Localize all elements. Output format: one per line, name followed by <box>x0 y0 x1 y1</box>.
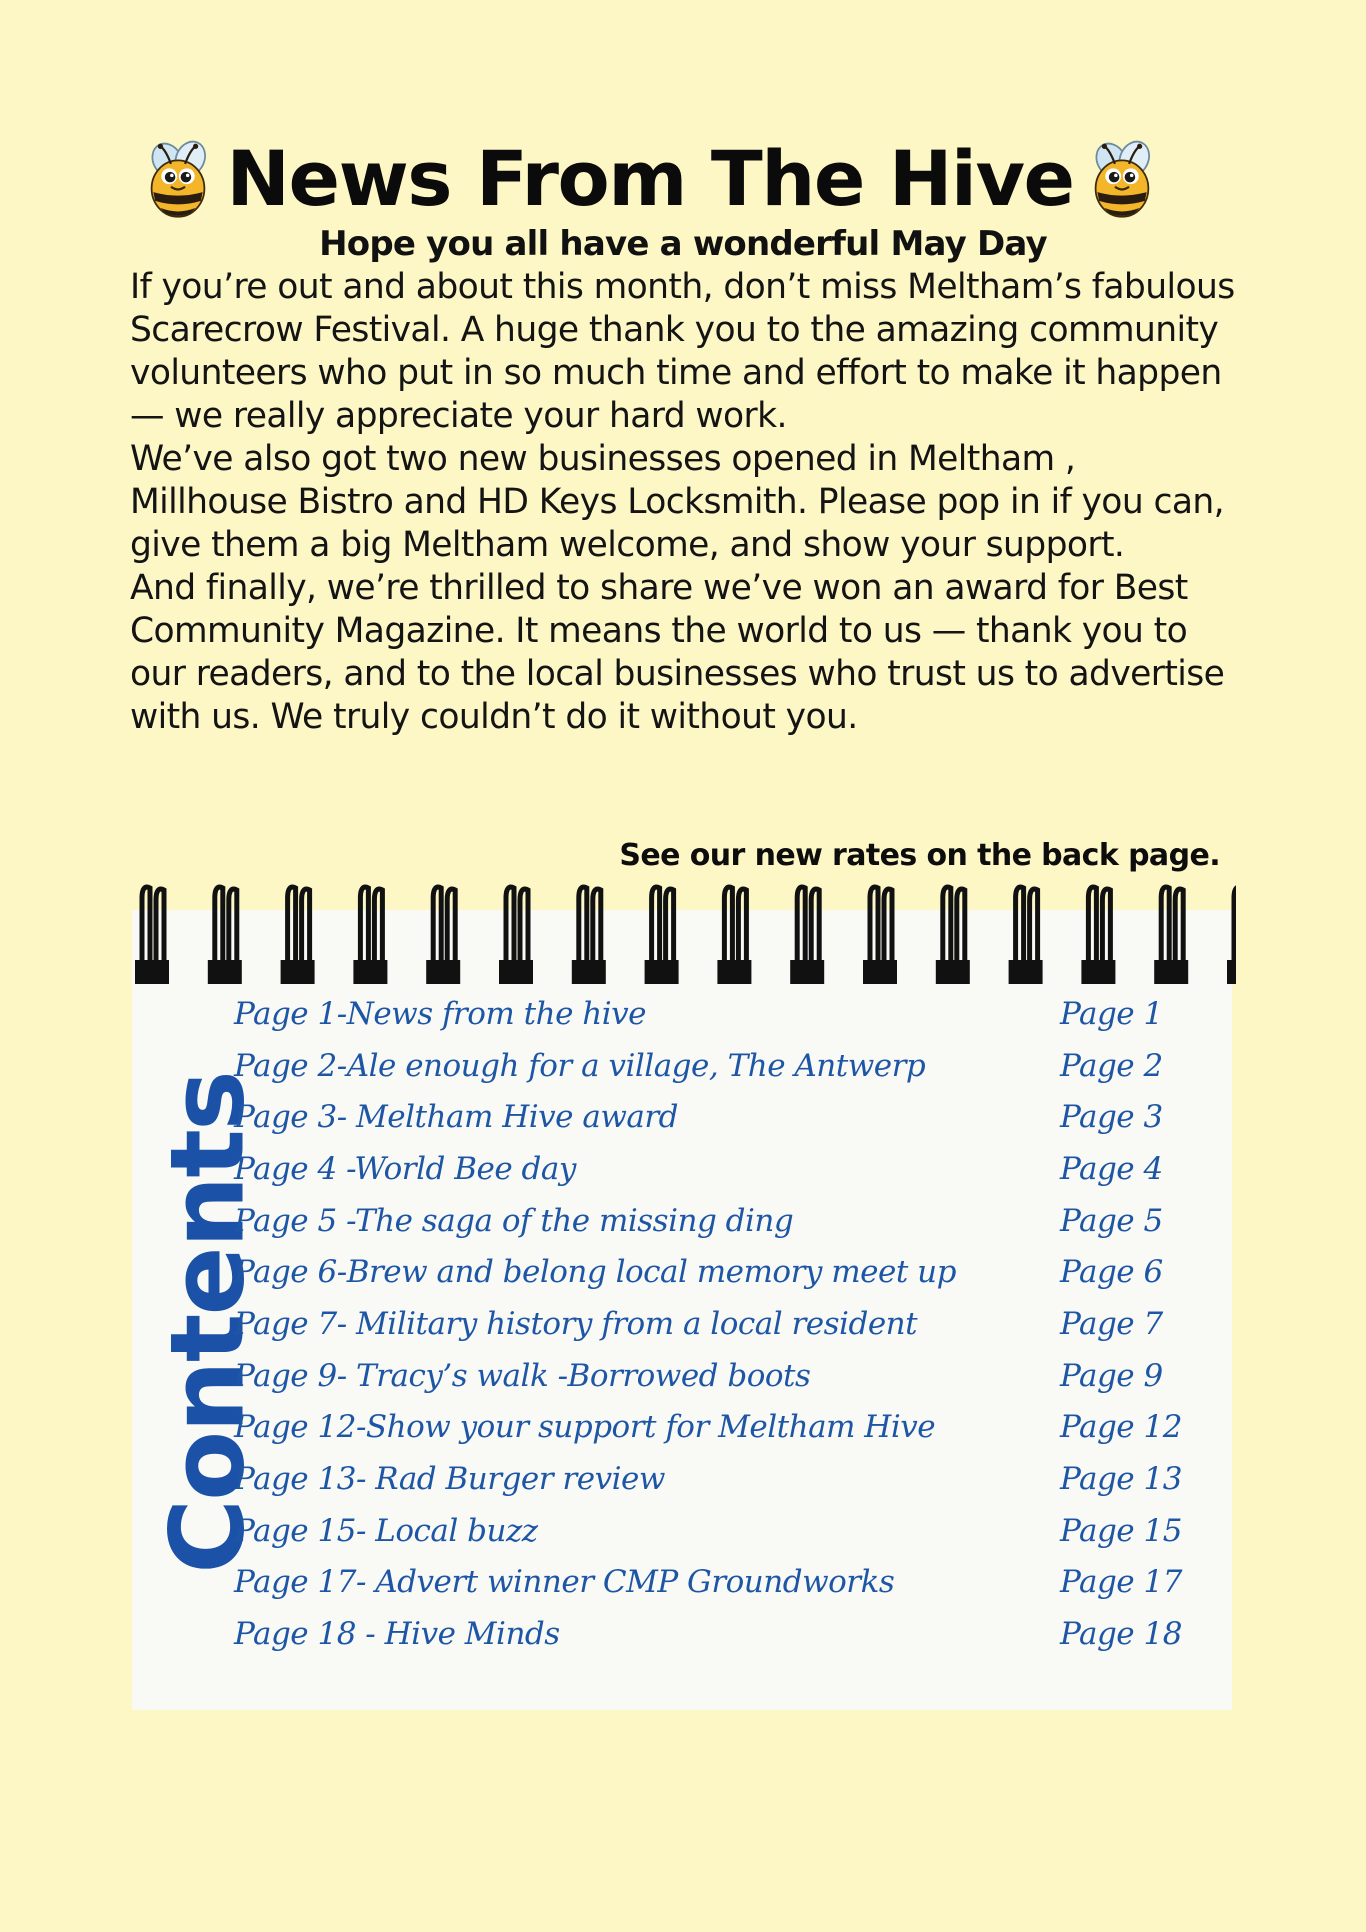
contents-item-title: Page 7- Military history from a local resident <box>234 1305 918 1342</box>
contents-item <box>232 988 1222 1040</box>
bee-icon <box>134 134 222 222</box>
spiral-binding <box>130 880 1236 984</box>
contents-item-page: Page 18 <box>1060 1616 1182 1653</box>
binding-ring <box>1227 887 1236 984</box>
contents-item <box>232 1505 1222 1557</box>
bee-icon <box>1078 134 1166 222</box>
contents-item <box>232 1350 1222 1402</box>
contents-item <box>232 1402 1222 1454</box>
contents-list <box>232 988 1222 1660</box>
contents-item-page: Page 7 <box>1060 1305 1163 1342</box>
binding-ring <box>936 887 970 984</box>
intro-text <box>130 266 1240 739</box>
binding-ring <box>863 887 897 984</box>
contents-item-title: Page 18 - Hive Minds <box>234 1616 560 1653</box>
contents-item-title: Page 13- Rad Burger review <box>234 1461 665 1498</box>
contents-item-title: Page 17- Advert winner CMP Groundworks <box>234 1564 895 1601</box>
rates-note: See our new rates on the back page. <box>619 838 1220 873</box>
binding-ring <box>281 887 315 984</box>
binding-ring <box>790 887 824 984</box>
binding-ring <box>499 887 533 984</box>
intro-paragraph: We’ve also got two new businesses opened in Meltham , Millhouse Bistro and HD Keys Locksmith. Please pop in if you can, give them a big Meltham welcome, and show your support. <box>130 439 1224 565</box>
contents-item <box>232 1246 1222 1298</box>
contents-item-page: Page 13 <box>1060 1461 1182 1498</box>
binding-ring <box>426 887 460 984</box>
binding-ring <box>717 887 751 984</box>
contents-item-title: Page 3- Meltham Hive award <box>234 1099 679 1136</box>
binding-ring <box>1009 887 1043 984</box>
contents-item-page: Page 17 <box>1060 1564 1182 1601</box>
contents-item-page: Page 5 <box>1060 1202 1163 1239</box>
intro-paragraph: If you’re out and about this month, don’t miss Meltham’s fabulous Scarecrow Festival. A huge thank you to the amazing community volunteers who put in so much time and effort to make it happen — we really appreciate your hard work. <box>130 267 1235 436</box>
contents-item-title: Page 1-News from the hive <box>234 995 647 1032</box>
binding-ring <box>208 887 242 984</box>
contents-item-page: Page 2 <box>1060 1047 1163 1084</box>
subtitle: Hope you all have a wonderful May Day <box>319 224 1047 264</box>
contents-item <box>232 1091 1222 1143</box>
contents-item <box>232 1298 1222 1350</box>
page-title: News From The Hive <box>226 133 1074 223</box>
contents-item <box>232 1195 1222 1247</box>
binding-ring <box>353 887 387 984</box>
binding-ring <box>135 887 169 984</box>
binding-ring <box>645 887 679 984</box>
binding-ring <box>1081 887 1115 984</box>
contents-item-page: Page 1 <box>1060 995 1163 1032</box>
contents-item-title: Page 9- Tracy’s walk -Borrowed boots <box>234 1357 811 1394</box>
contents-item <box>232 1557 1222 1609</box>
contents-item <box>232 1143 1222 1195</box>
binding-ring <box>1154 887 1188 984</box>
contents-item <box>232 1608 1222 1660</box>
contents-item-page: Page 9 <box>1060 1357 1163 1394</box>
contents-item-title: Page 6-Brew and belong local memory meet up <box>234 1254 956 1291</box>
contents-heading: Contents <box>148 1072 268 1574</box>
contents-item-page: Page 3 <box>1060 1099 1163 1136</box>
contents-item-title: Page 15- Local buzz <box>234 1512 538 1549</box>
contents-item <box>232 1040 1222 1092</box>
contents-item-title: Page 12-Show your support for Meltham Hive <box>234 1409 936 1446</box>
contents-item-page: Page 4 <box>1060 1150 1163 1187</box>
contents-item <box>232 1453 1222 1505</box>
binding-ring <box>572 887 606 984</box>
contents-item-title: Page 5 -The saga of the missing ding <box>234 1202 794 1239</box>
contents-item-title: Page 2-Ale enough for a village, The Antwerp <box>234 1047 926 1084</box>
contents-item-page: Page 6 <box>1060 1254 1163 1291</box>
contents-item-page: Page 12 <box>1060 1409 1182 1446</box>
intro-paragraph: And finally, we’re thrilled to share we’ve won an award for Best Community Magazine. It means the world to us — thank you to our readers, and to the local businesses who trust us to advertise with us. We truly couldn’t do it without you. <box>130 568 1225 737</box>
contents-item-title: Page 4 -World Bee day <box>234 1150 576 1187</box>
masthead <box>160 128 1140 228</box>
contents-item-page: Page 15 <box>1060 1512 1182 1549</box>
